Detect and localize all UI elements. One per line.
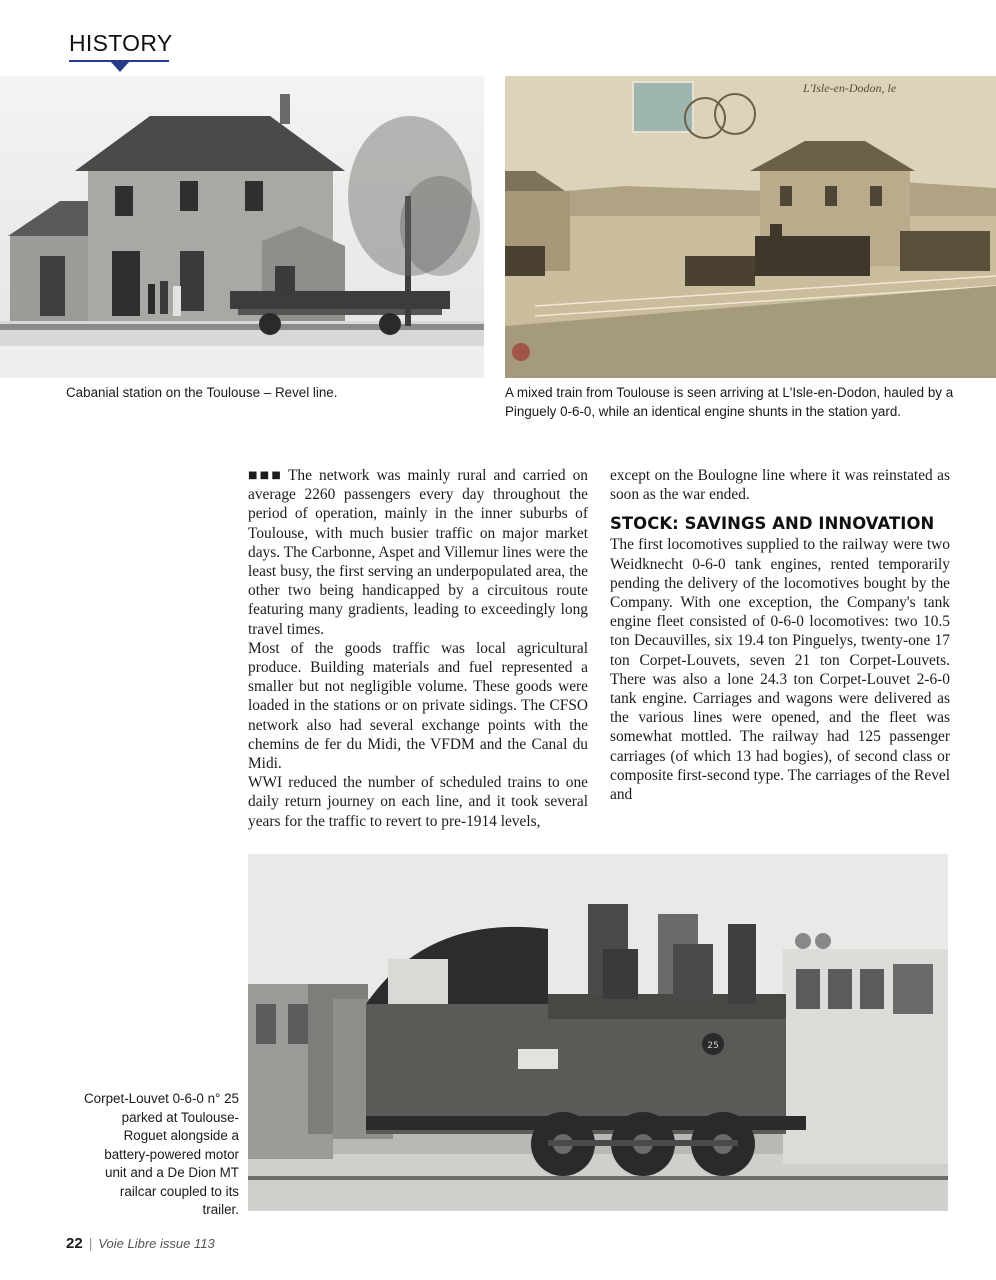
bullet-marker-icon: ■■■: [248, 470, 284, 481]
postcard-title: L'Isle-en-Dodon, le: [803, 81, 897, 95]
footer-separator: |: [88, 1235, 93, 1251]
caption-cabanial: Cabanial station on the Toulouse – Revel line.: [66, 385, 338, 400]
photo-cabanial-station: [0, 76, 484, 378]
page-number: 22: [66, 1235, 83, 1252]
article-paragraph: except on the Boulogne line where it was reinstated as soon as the war ended.: [610, 467, 950, 504]
loco-number-plate: 25: [707, 1041, 719, 1051]
photo-lisle-en-dodon-postcard: [505, 76, 996, 378]
caption-locomotive: Corpet-Louvet 0-6-0 n° 25 parked at Toulouse-Roguet alongside a battery-powered motor unit and a De Dion MT railcar coupled to its trailer.: [84, 1091, 239, 1217]
caption-lisle-en-dodon: A mixed train from Toulouse is seen arriving at L'Isle-en-Dodon, hauled by a Pinguely 0-6-0, while an identical engine shunts in the station yard.: [505, 385, 954, 419]
section-arrow-icon: [111, 62, 129, 72]
photo-corpet-louvet-locomotive: [248, 854, 948, 1211]
article-paragraph: WWI reduced the number of scheduled trains to one daily return journey on each line, and it took several years for the traffic to revert to pre-1914 levels,: [248, 774, 588, 830]
article-column-right: [610, 466, 950, 804]
article-paragraph: ■■■ The network was mainly rural and carried on average 2260 passengers every day throughout the period of operation, mainly in the inner suburbs of Toulouse, with much busier traffic on major market days. The Carbonne, Aspet and Villemur lines were the least busy, the first serving an underpopulated area, the other two being handicapped by a circuitous route featuring many gradients, leading to exceedingly long travel times.: [248, 467, 588, 638]
article-column-left: [248, 466, 588, 831]
page-footer: [66, 1235, 215, 1252]
section-tag: HISTORY: [69, 30, 173, 56]
article-subheading: STOCK: SAVINGS AND INNOVATION: [610, 514, 935, 534]
magazine-issue: Voie Libre issue 113: [98, 1236, 215, 1251]
article-paragraph: The first locomotives supplied to the railway were two Weidknecht 0-6-0 tank engines, rented temporarily pending the delivery of the locomotives bought by the Company. With one exception, the Company's tank engine fleet consisted of 0-6-0 locomotives: two 10.5 ton Decauvilles, six 19.4 ton Pinguelys, twenty-one 17 ton Corpet-Louvets, seven 21 ton Corpet-Louvets. There was also a lone 24.3 ton Corpet-Louvet 2-6-0 tank engine. Carriages and wagons were delivered as the various lines were opened, and the fleet was somewhat mottled. The railway had 125 passenger carriages (of which 13 had bogies), of second class or composite first-second type. The carriages of the Revel and: [610, 536, 950, 804]
article-paragraph: Most of the goods traffic was local agricultural produce. Building materials and fuel represented a smaller but not negligible volume. These goods were loaded in the stations or on private sidings. The CFSO network also had several exchange points with the chemins de fer du Midi, the VFDM and the Canal du Midi.: [248, 639, 588, 773]
